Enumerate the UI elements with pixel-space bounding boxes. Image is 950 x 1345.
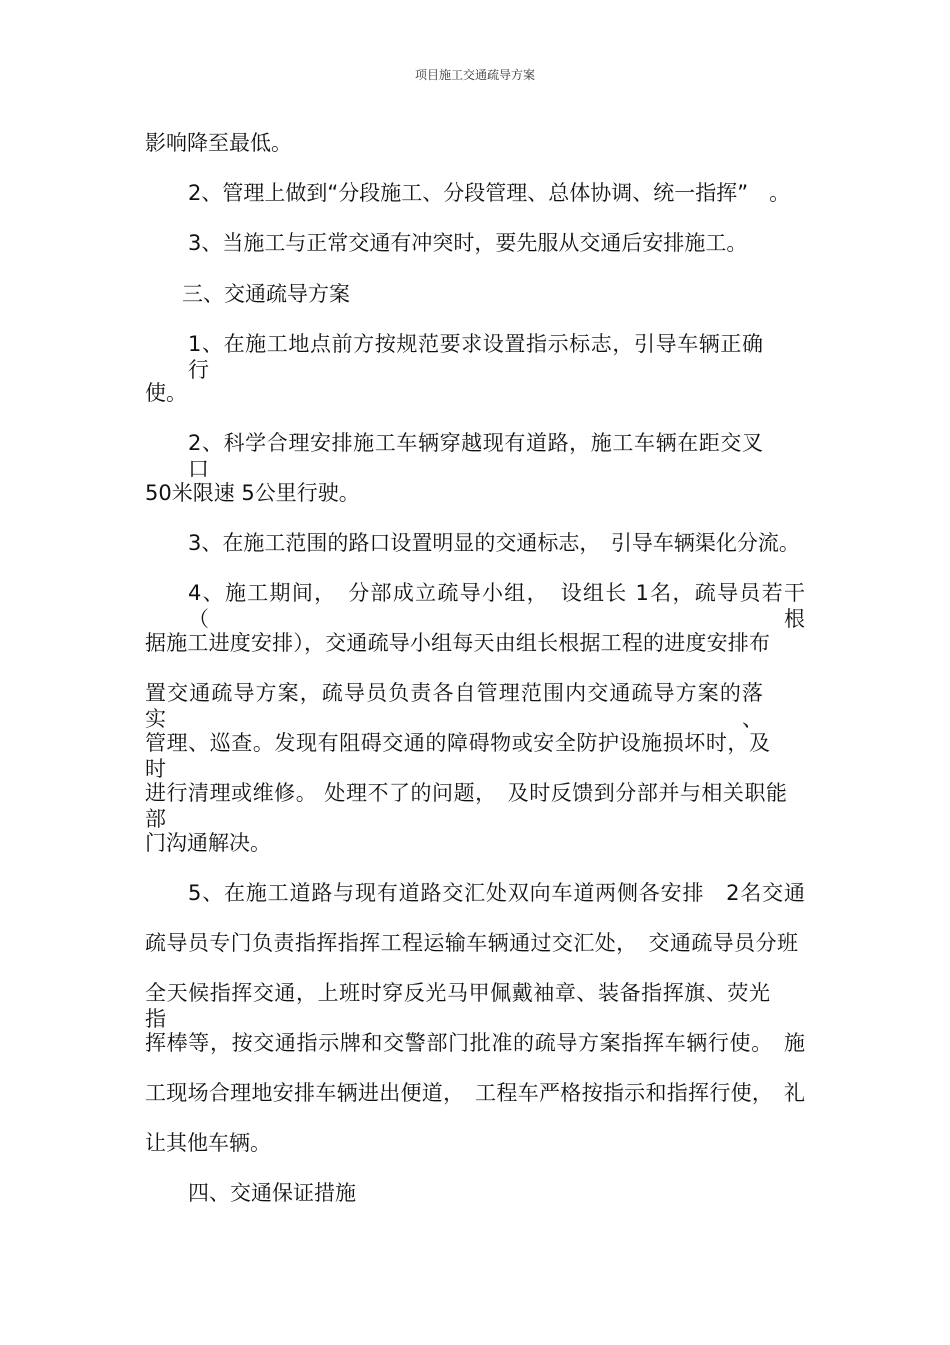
text-line: 挥棒等，按交通指示牌和交警部门批准的疏导方案指挥车辆行使。 施 [145, 1031, 805, 1055]
text-line: 2、科学合理安排施工车辆穿越现有道路，施工车辆在距交叉口 [188, 431, 763, 481]
text-line: 全天候指挥交通，上班时穿反光马甲佩戴袖章、装备指挥旗、荧光指 [145, 981, 770, 1031]
text-line: 置交通疏导方案，疏导员负责各自管理范围内交通疏导方案的落实、 [145, 681, 763, 731]
text-line: 影响降至最低。 [145, 131, 292, 155]
page-header-title: 项目施工交通疏导方案 [414, 68, 535, 82]
text-line: 使。 [145, 381, 187, 405]
text-line: 3、在施工范围的路口设置明显的交通标志， 引导车辆渠化分流。 [188, 531, 800, 555]
text-line: 管理、巡查。发现有阻碍交通的障碍物或安全防护设施损坏时，及时 [145, 731, 770, 781]
text-line: 据施工进度安排），交通疏导小组每天由组长根据工程的进度安排布 [145, 631, 770, 655]
text-line: 疏导员专门负责指挥指挥工程运输车辆通过交汇处， 交通疏导员分班 [145, 931, 798, 955]
text-line: 5、在施工道路与现有道路交汇处双向车道两侧各安排 2名交通 [188, 881, 805, 905]
text-line: 3、当施工与正常交通有冲突时，要先服从交通后安排施工。 [188, 231, 748, 255]
text-line: 1、在施工地点前方按规范要求设置指示标志，引导车辆正确行 [188, 332, 763, 382]
text-line: 门沟通解决。 [145, 831, 271, 855]
text-line: 工现场合理地安排车辆进出便道， 工程车严格按指示和指挥行使， 礼 [145, 1081, 805, 1105]
text-line: 4、施工期间， 分部成立疏导小组， 设组长 1名，疏导员若干 （根 [188, 581, 805, 631]
section-heading: 三、交通疏导方案 [182, 282, 350, 306]
text-line: 50米限速 5公里行驶。 [145, 481, 360, 505]
text-line: 让其他车辆。 [145, 1131, 271, 1155]
section-heading: 四、交通保证措施 [188, 1181, 356, 1205]
text-line: 2、管理上做到“分段施工、分段管理、总体协调、统一指挥” 。 [188, 181, 791, 205]
text-line: 进行清理或维修。 处理不了的问题， 及时反馈到分部并与相关职能部 [145, 781, 787, 831]
